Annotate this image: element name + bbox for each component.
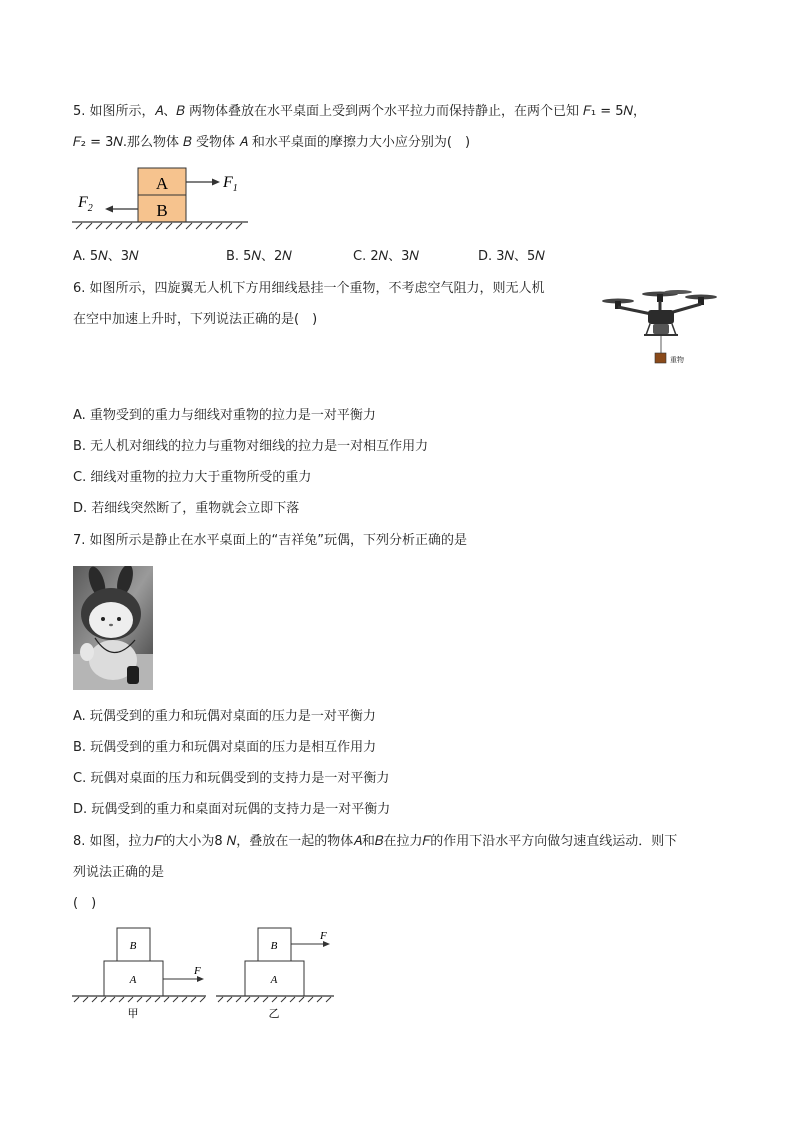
q8-text-line2: 列说法正确的是 (73, 865, 165, 880)
q5-option-c[interactable]: C. 2𝑁、3𝑁 (353, 249, 419, 264)
q5-option-a[interactable]: A. 5𝑁、3𝑁 (73, 249, 139, 264)
drone-body (648, 310, 674, 324)
q8-figure-yi (214, 924, 344, 1024)
q6-drone-figure (598, 283, 724, 373)
f2-label: $F_2$ (78, 194, 93, 214)
q8-text-line3: ( ) (73, 896, 97, 911)
jia-force-label: F (194, 965, 201, 977)
block-b-label: B (156, 201, 168, 220)
rotor-4 (664, 290, 692, 294)
block-a-label: A (155, 174, 169, 193)
f1-label: $F_1$ (223, 174, 238, 194)
f1-arrowhead (212, 179, 220, 186)
weight-label: 重物 (670, 356, 684, 364)
yi-b-label: B (270, 940, 278, 952)
q7-option-a[interactable]: A. 玩偶受到的重力和玩偶对桌面的压力是一对平衡力 (73, 709, 376, 724)
q8-figure-jia (72, 924, 212, 1024)
weight-block (655, 353, 666, 363)
jia-a-label: A (129, 974, 137, 986)
q7-text-line1: 7. 如图所示是静止在水平桌面上的“吉祥兔”玩偶，下列分析正确的是 (73, 533, 468, 548)
yi-caption: 乙 (268, 1007, 280, 1020)
q6-option-b[interactable]: B. 无人机对细线的拉力与重物对细线的拉力是一对相互作用力 (73, 439, 429, 454)
q8-text-line1: 8. 如图，拉力𝐹的大小为8 𝑁，叠放在一起的物体𝐴和𝐵在拉力𝐹的作用下沿水平方向做匀速直线运动．则下 (73, 834, 678, 849)
q7-option-b[interactable]: B. 玩偶受到的重力和玩偶对桌面的压力是相互作用力 (73, 740, 377, 755)
q7-option-d[interactable]: D. 玩偶受到的重力和桌面对玩偶的支持力是一对平衡力 (73, 802, 391, 817)
rabbit-face (89, 602, 133, 638)
q6-option-c[interactable]: C. 细线对重物的拉力大于重物所受的重力 (73, 470, 312, 485)
jia-b-label: B (129, 940, 137, 952)
q5-text-line1: 5. 如图所示，𝐴、𝐵 两物体叠放在水平桌面上受到两个水平拉力而保持静止，在两个已知 𝐹₁ = 5𝑁， (73, 104, 647, 119)
yi-a-label: A (270, 974, 278, 986)
q6-option-a[interactable]: A. 重物受到的重力与细线对重物的拉力是一对平衡力 (73, 408, 376, 423)
yi-force-label: F (320, 930, 327, 942)
q5-text-line2: 𝐹₂ = 3𝑁.那么物体 𝐵 受物体 𝐴 和水平桌面的摩擦力大小应分别为( ) (73, 135, 471, 150)
q7-option-c[interactable]: C. 玩偶对桌面的压力和玩偶受到的支持力是一对平衡力 (73, 771, 390, 786)
q7-rabbit-photo (73, 566, 153, 690)
q5-blocks-figure (72, 160, 262, 232)
q5-option-b[interactable]: B. 5𝑁、2𝑁 (226, 249, 292, 264)
q6-option-d[interactable]: D. 若细线突然断了，重物就会立即下落 (73, 501, 300, 516)
jia-caption: 甲 (127, 1007, 139, 1020)
q6-text-line2: 在空中加速上升时，下列说法正确的是( ) (73, 312, 318, 327)
q6-text-line1: 6. 如图所示，四旋翼无人机下方用细线悬挂一个重物，不考虑空气阻力，则无人机 (73, 281, 545, 296)
q5-option-d[interactable]: D. 3𝑁、5𝑁 (478, 249, 545, 264)
ground-hatch (76, 223, 242, 229)
f2-arrowhead (105, 206, 113, 213)
